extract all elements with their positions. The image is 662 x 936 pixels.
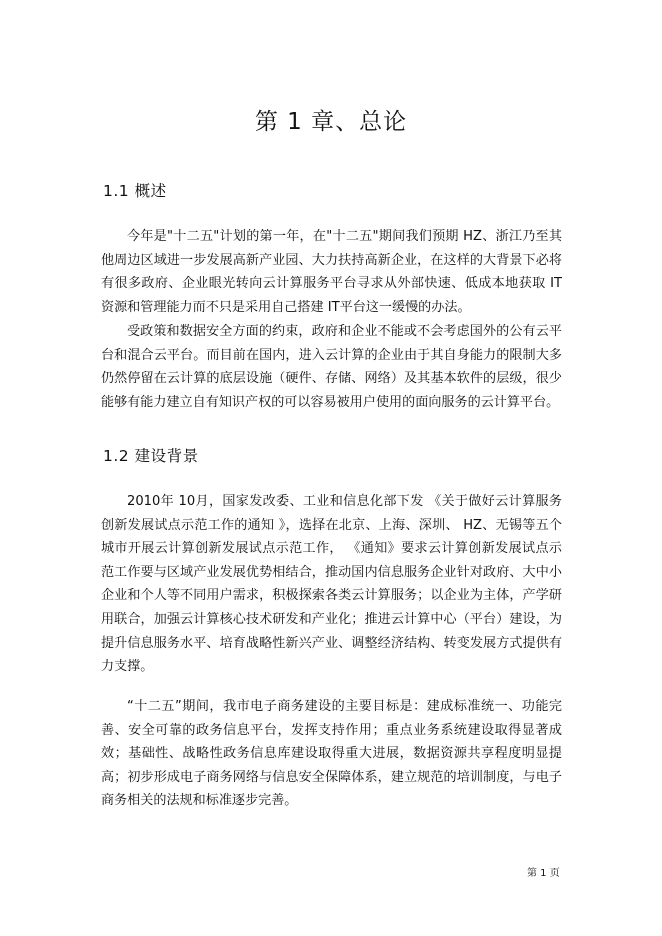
section-heading-overview: 1.1 概述 xyxy=(103,182,167,200)
paragraph-overview-1: 今年是"十二五"计划的第一年，在"十二五"期间我们预期 HZ、浙江乃至其他周边区域进一步发展高新产业园、大力扶持高新企业，在这样的大背景下必将有很多政府、企业眼光转向云计算服务平台寻求从外部快速、低成本地获取 IT资源和管理能力而不只是采用自己搭建 IT平台这一缓慢的办法。 xyxy=(101,229,562,315)
paragraph-overview-2: 受政策和数据安全方面的约束，政府和企业不能或不会考虑国外的公有云平台和混合云平台。而目前在国内，进入云计算的企业由于其自身能力的限制大多仍然停留在云计算的底层设施（硬件、存储、网络）及其基本软件的层级，很少能够有能力建立自有知识产权的可以容易被用户使用的面向服务的云计算平台。 xyxy=(101,324,562,410)
page-number: 第 1 页 xyxy=(527,868,560,879)
paragraph-background-1: 2010年 10月，国家发改委、工业和信息化部下发 《关于做好云计算服务创新发展试点示范工作的通知 》，选择在北京、上海、深圳、 HZ、无锡等五个城市开展云计算创新发展试点示范工作， 《通知》要求云计算创新发展试点示范工作要与区域产业发展优势相结合，推动国内信息服务企业针对政府、大中小企业和个人等不同用户需求，积极探索各类云计算服务；以企业为主体，产学研用联合，加强云计算核心技术研发和产业化；推进云计算中心（平台）建设，为提升信息服务水平、培育战略性新兴产业、调整经济结构、转变发展方式提供有力支撑。 xyxy=(101,494,562,675)
chapter-title: 第 1 章、总论 xyxy=(254,109,408,135)
section-heading-background: 1.2 建设背景 xyxy=(103,447,199,465)
paragraph-background-2: “十二五”期间，我市电子商务建设的主要目标是：建成标准统一、功能完善、安全可靠的政务信息平台，发挥支持作用；重点业务系统建设取得显著成效；基础性、战略性政务信息库建设取得重大进展，数据资源共享程度明显提高；初步形成电子商务网络与信息安全保障体系，建立规范的培训制度，与电子商务相关的法规和标准逐步完善。 xyxy=(101,699,562,809)
